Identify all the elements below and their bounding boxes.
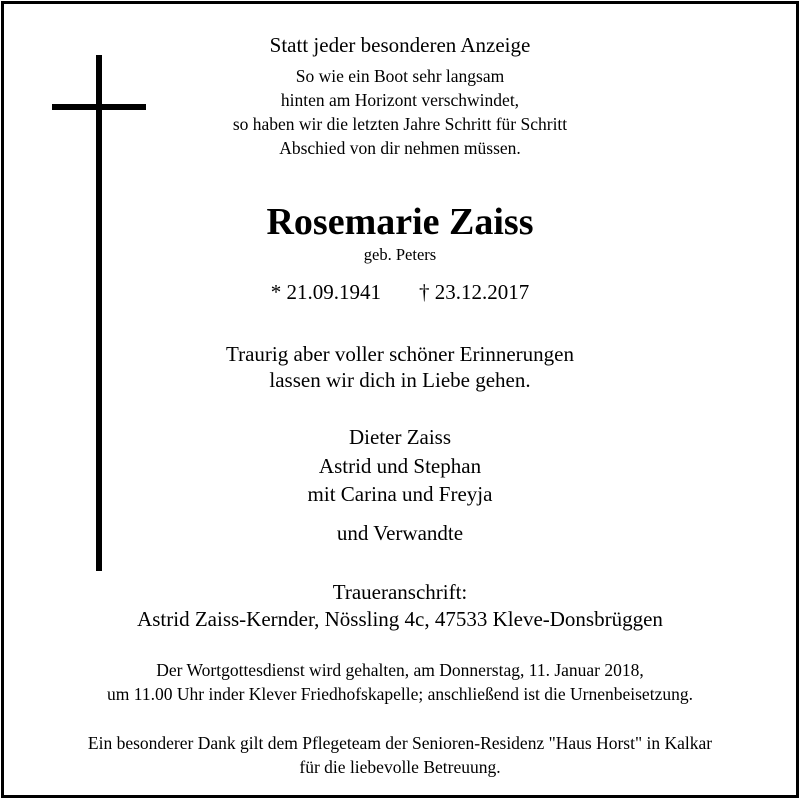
maiden-name: geb. Peters (363, 245, 437, 264)
address-label: Traueranschrift: (332, 580, 468, 604)
mourner-name: mit Carina und Freyja (307, 482, 493, 506)
thanks-text: für die liebevolle Betreuung. (299, 757, 501, 777)
mourning-text: Traurig aber voller schöner Erinnerungen (226, 342, 574, 366)
service-info: um 11.00 Uhr inder Klever Friedhofskapelle; anschließend ist die Urnenbeisetzung. (107, 684, 693, 704)
birth-date: * 21.09.1941 (270, 280, 381, 304)
mourner-name: Dieter Zaiss (348, 425, 452, 449)
deceased-name: Rosemarie Zaiss (266, 201, 534, 243)
notice-heading: Statt jeder besonderen Anzeige (269, 33, 531, 57)
poem-line: So wie ein Boot sehr langsam (295, 66, 505, 86)
poem-line: hinten am Horizont verschwindet, (280, 90, 520, 110)
death-date: † 23.12.2017 (419, 280, 530, 304)
mourner-name: und Verwandte (336, 521, 464, 545)
service-info: Der Wortgottesdienst wird gehalten, am Donnerstag, 11. Januar 2018, (156, 660, 644, 680)
poem-line: so haben wir die letzten Jahre Schritt für Schritt (232, 114, 568, 134)
address-line: Astrid Zaiss-Kernder, Nössling 4c, 47533 Kleve-Donsbrüggen (137, 607, 663, 631)
mourning-text: lassen wir dich in Liebe gehen. (269, 368, 531, 392)
mourner-name: Astrid und Stephan (318, 454, 482, 478)
life-dates (0, 282, 800, 303)
poem-line: Abschied von dir nehmen müssen. (279, 138, 521, 158)
thanks-text: Ein besonderer Dank gilt dem Pflegeteam der Senioren-Residenz "Haus Horst" in Kalkar (87, 733, 713, 753)
